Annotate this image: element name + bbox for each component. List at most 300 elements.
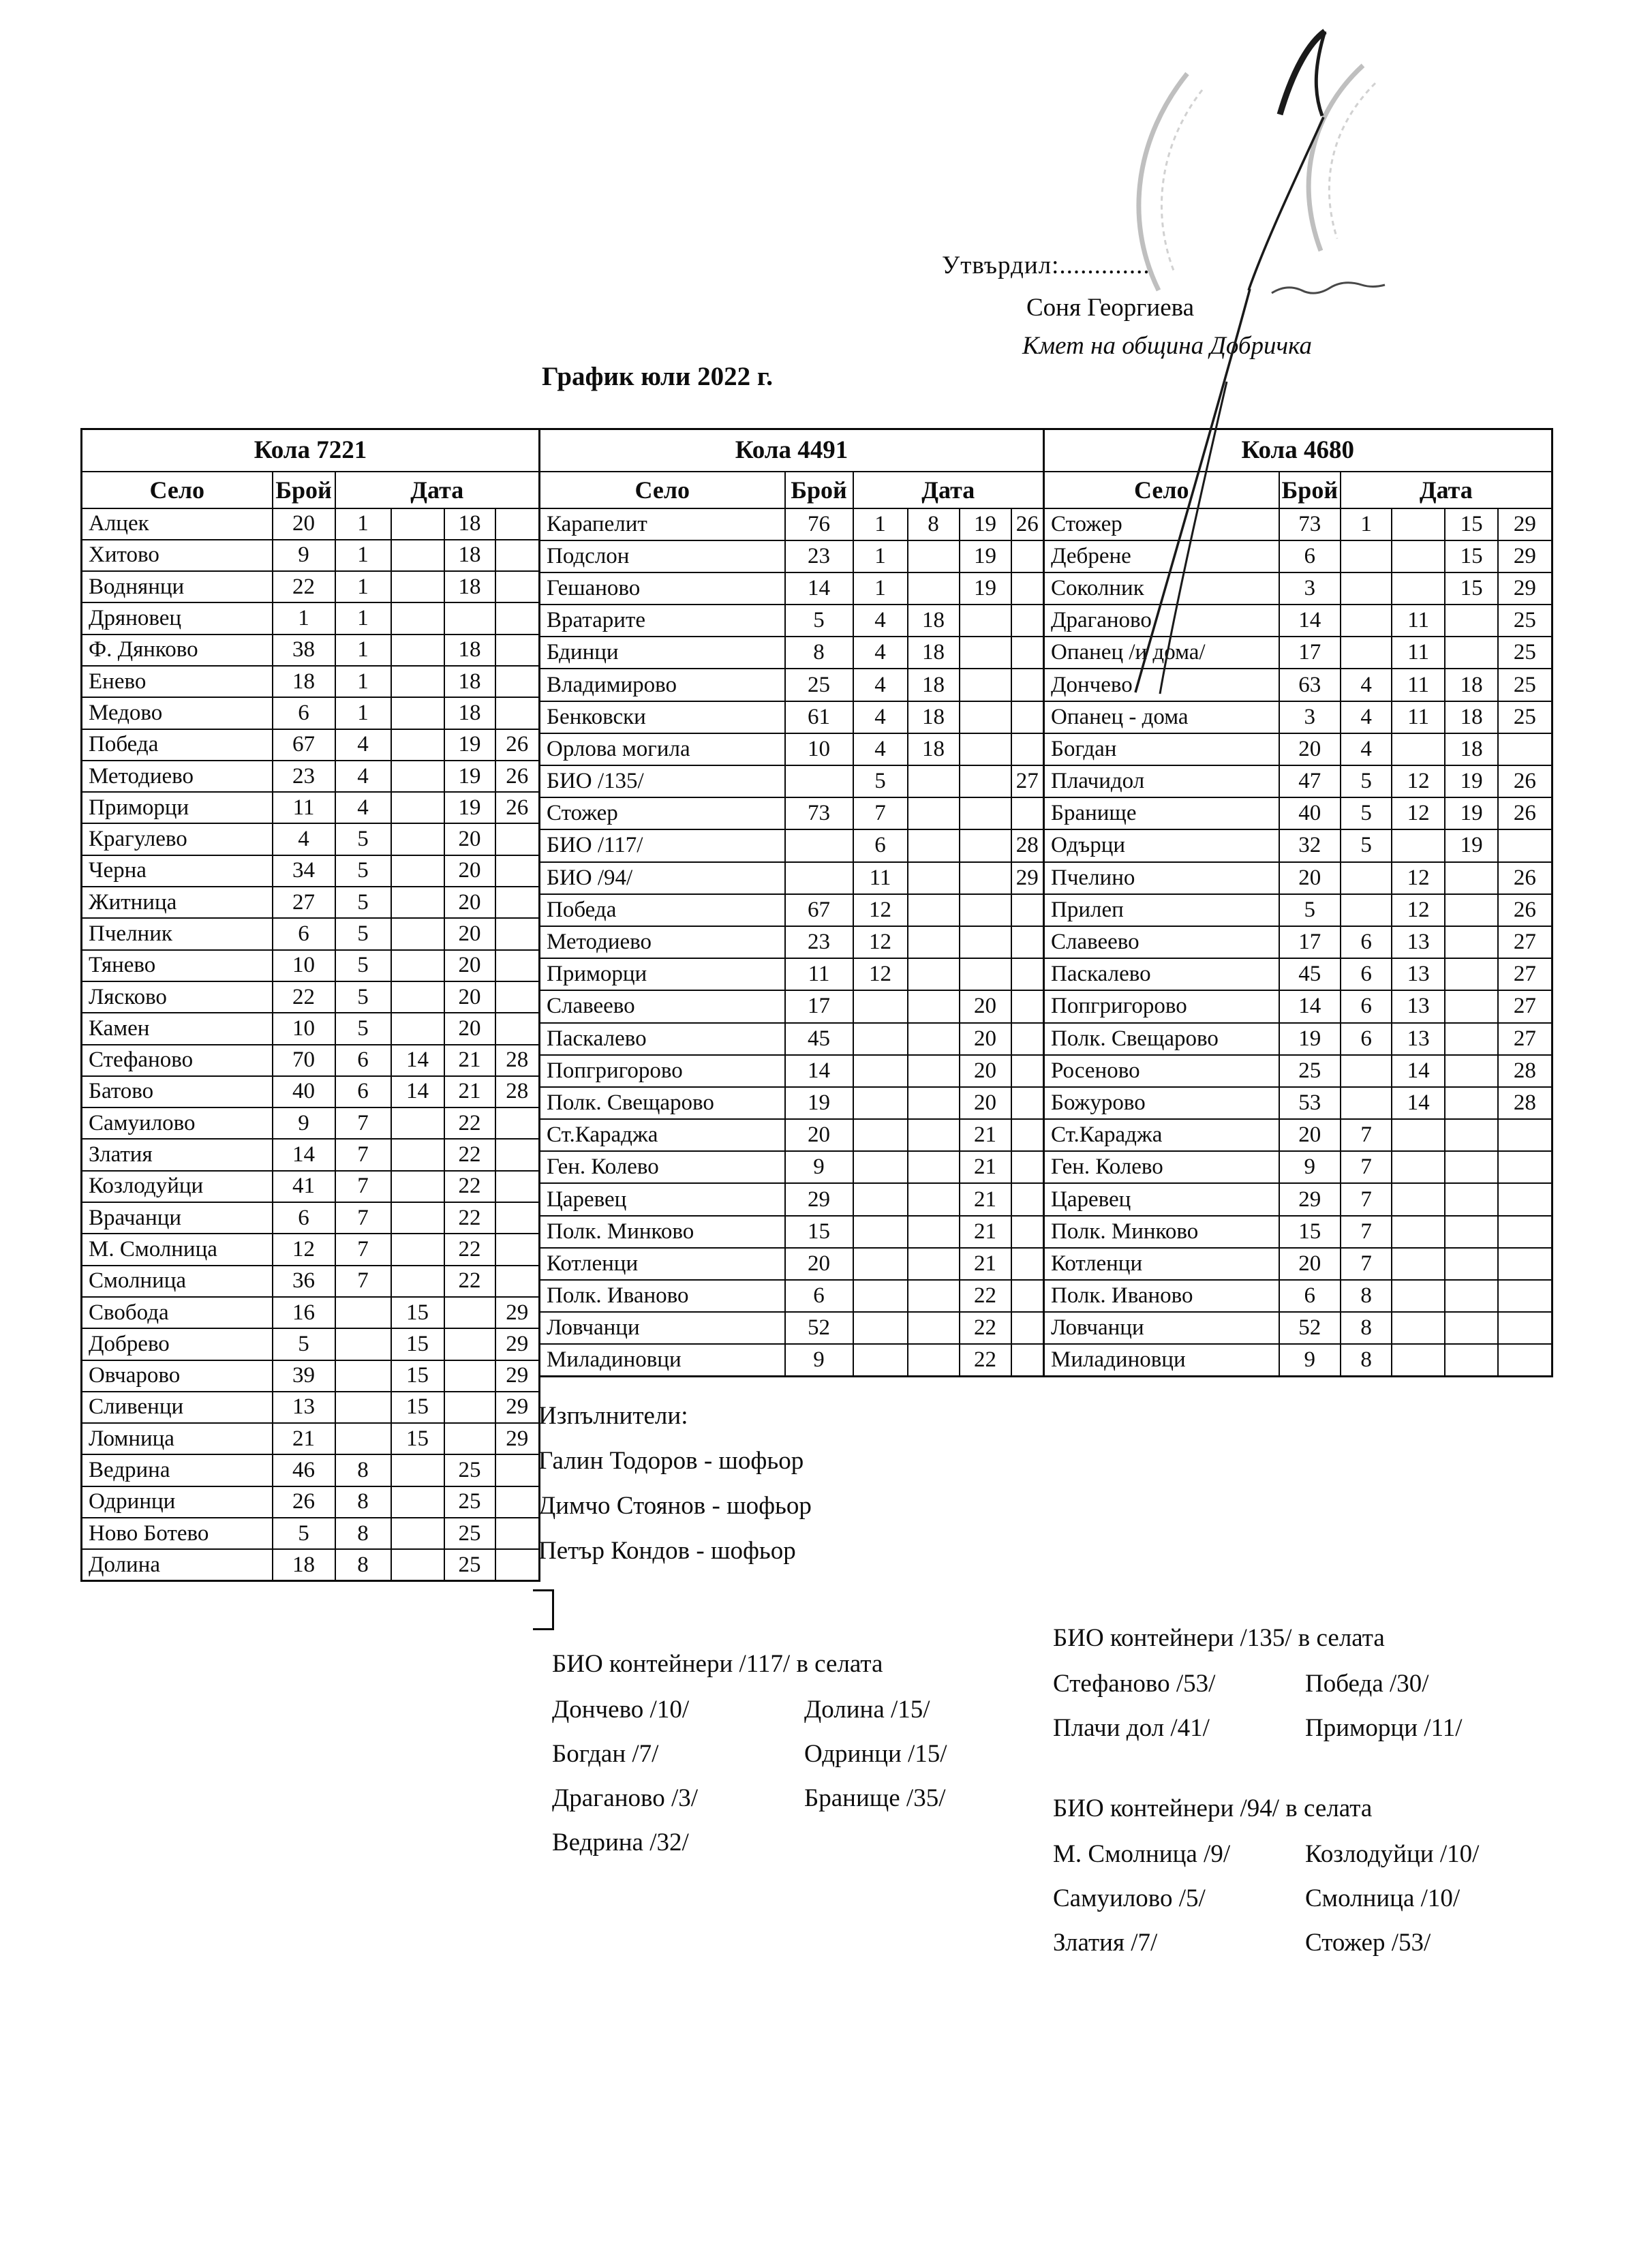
count-cell: 5 <box>785 605 853 637</box>
col-header-count: Брой <box>273 472 335 508</box>
count-cell: 3 <box>1279 701 1341 733</box>
date-cell <box>495 855 540 887</box>
date-cell <box>853 1055 908 1087</box>
col-header-date: Дата <box>853 472 1044 508</box>
date-cell <box>1498 1248 1552 1280</box>
date-cell: 7 <box>335 1234 391 1265</box>
table-row <box>1044 605 1552 637</box>
date-cell <box>391 1549 444 1580</box>
count-cell: 5 <box>273 1518 335 1549</box>
date-cell <box>853 1151 908 1183</box>
date-cell <box>495 1454 540 1486</box>
village-cell: Царевец <box>540 1183 785 1215</box>
date-cell: 11 <box>1392 669 1445 701</box>
bio-entry: Драганово /3/ <box>552 1784 699 1812</box>
bio-row <box>1053 1839 1557 1869</box>
table-row <box>82 887 540 918</box>
date-cell <box>908 1119 960 1151</box>
bio-entry: Стефаново /53/ <box>1053 1670 1216 1698</box>
date-cell <box>391 1139 444 1170</box>
date-cell: 5 <box>335 823 391 855</box>
count-cell: 52 <box>1279 1312 1341 1344</box>
table-row <box>540 765 1044 797</box>
village-cell: Котленци <box>1044 1248 1279 1280</box>
bio-section-title: БИО контейнери /135/ в селата <box>1053 1624 1385 1652</box>
date-cell <box>960 829 1011 861</box>
date-cell <box>853 1119 908 1151</box>
table-row <box>82 1328 540 1360</box>
count-cell: 20 <box>785 1248 853 1280</box>
table-row <box>540 1151 1044 1183</box>
date-cell: 21 <box>960 1119 1011 1151</box>
bio-row <box>552 1695 1056 1724</box>
date-cell: 18 <box>1445 701 1498 733</box>
table-row <box>1044 733 1552 765</box>
date-cell <box>495 540 540 571</box>
date-cell <box>1392 508 1445 540</box>
bio-row <box>552 1784 1056 1813</box>
village-cell: Златия <box>82 1139 273 1170</box>
village-cell: Карапелит <box>540 508 785 540</box>
village-cell: Методиево <box>82 761 273 792</box>
date-cell <box>391 729 444 761</box>
date-cell <box>1341 862 1392 894</box>
village-cell: Ломница <box>82 1423 273 1454</box>
table-row <box>82 635 540 666</box>
date-cell <box>1011 605 1044 637</box>
date-cell: 5 <box>1341 765 1392 797</box>
date-cell: 25 <box>1498 637 1552 669</box>
date-cell: 8 <box>335 1454 391 1486</box>
table-row <box>82 1518 540 1549</box>
date-cell <box>853 1216 908 1248</box>
table-row <box>540 637 1044 669</box>
date-cell <box>1498 1216 1552 1248</box>
bio-entry: Бранище /35/ <box>804 1784 946 1812</box>
date-cell: 4 <box>1341 701 1392 733</box>
count-cell: 40 <box>1279 797 1341 829</box>
count-cell: 20 <box>273 508 335 540</box>
date-cell: 22 <box>444 1234 495 1265</box>
date-cell <box>1392 540 1445 572</box>
count-cell: 14 <box>785 1055 853 1087</box>
date-cell <box>391 1518 444 1549</box>
date-cell: 26 <box>1498 797 1552 829</box>
village-cell: Бранище <box>1044 797 1279 829</box>
count-cell: 9 <box>785 1151 853 1183</box>
table-row <box>1044 508 1552 540</box>
table-row <box>540 797 1044 829</box>
village-cell: Добрево <box>82 1328 273 1360</box>
count-cell: 16 <box>273 1297 335 1328</box>
count-cell: 14 <box>1279 605 1341 637</box>
village-cell: Лясково <box>82 981 273 1013</box>
date-cell: 29 <box>495 1392 540 1423</box>
date-cell: 13 <box>1392 1023 1445 1055</box>
col-header-village: Село <box>540 472 785 508</box>
table-row <box>1044 572 1552 605</box>
date-cell <box>495 950 540 981</box>
date-cell: 6 <box>1341 1023 1392 1055</box>
table-row <box>540 1087 1044 1119</box>
village-cell: Самуилово <box>82 1107 273 1139</box>
bio-section-117 <box>552 1649 1056 1872</box>
village-cell: Черна <box>82 855 273 887</box>
schedule-table-kola-4680 <box>1043 428 1553 1377</box>
table-row <box>1044 990 1552 1022</box>
date-cell <box>908 990 960 1022</box>
village-cell: Владимирово <box>540 669 785 701</box>
table-row <box>540 1119 1044 1151</box>
date-cell: 20 <box>960 1023 1011 1055</box>
date-cell <box>1011 1087 1044 1119</box>
date-cell <box>391 697 444 729</box>
date-cell: 1 <box>853 508 908 540</box>
table-row <box>1044 1183 1552 1215</box>
date-cell <box>1341 1055 1392 1087</box>
date-cell <box>495 1013 540 1044</box>
date-cell <box>1392 1312 1445 1344</box>
date-cell: 1 <box>335 508 391 540</box>
date-cell <box>391 508 444 540</box>
date-cell <box>391 887 444 918</box>
table-row <box>82 1045 540 1076</box>
date-cell <box>1445 1151 1498 1183</box>
date-cell <box>391 571 444 602</box>
date-cell: 19 <box>444 761 495 792</box>
count-cell: 20 <box>1279 1119 1341 1151</box>
date-cell <box>1392 1248 1445 1280</box>
date-cell: 7 <box>853 797 908 829</box>
table-row <box>1044 862 1552 894</box>
table-row <box>1044 1151 1552 1183</box>
date-cell: 13 <box>1392 990 1445 1022</box>
date-cell: 27 <box>1498 926 1552 958</box>
date-cell: 15 <box>391 1392 444 1423</box>
date-cell: 7 <box>335 1139 391 1170</box>
village-cell: Ведрина <box>82 1454 273 1486</box>
date-cell <box>853 1280 908 1312</box>
count-cell: 19 <box>1279 1023 1341 1055</box>
date-cell: 1 <box>853 572 908 605</box>
count-cell: 11 <box>273 792 335 823</box>
date-cell: 14 <box>391 1076 444 1107</box>
date-cell: 18 <box>444 635 495 666</box>
col-header-village: Село <box>1044 472 1279 508</box>
date-cell <box>495 823 540 855</box>
stamp-arc-icon <box>1161 90 1202 274</box>
date-cell: 19 <box>960 572 1011 605</box>
date-cell: 13 <box>1392 926 1445 958</box>
table-row <box>82 1076 540 1107</box>
bio-entry: Приморци /11/ <box>1305 1714 1463 1742</box>
date-cell <box>1341 572 1392 605</box>
signature-stroke <box>1249 117 1324 290</box>
count-cell: 10 <box>273 950 335 981</box>
date-cell: 28 <box>1498 1055 1552 1087</box>
village-cell: Медово <box>82 697 273 729</box>
date-cell <box>1498 1280 1552 1312</box>
date-cell <box>908 829 960 861</box>
count-cell: 23 <box>273 761 335 792</box>
table-row <box>1044 765 1552 797</box>
count-cell: 73 <box>785 797 853 829</box>
date-cell: 18 <box>444 666 495 697</box>
date-cell <box>1445 1344 1498 1376</box>
table-row <box>82 1234 540 1265</box>
count-cell: 39 <box>273 1360 335 1392</box>
table-row <box>540 1312 1044 1344</box>
village-cell: Победа <box>540 894 785 926</box>
bio-row <box>552 1828 1056 1857</box>
date-cell: 8 <box>1341 1280 1392 1312</box>
village-cell: Котленци <box>540 1248 785 1280</box>
date-cell <box>1498 829 1552 861</box>
village-cell: Прилеп <box>1044 894 1279 926</box>
date-cell: 29 <box>1498 508 1552 540</box>
date-cell: 12 <box>1392 797 1445 829</box>
table-row <box>1044 1216 1552 1248</box>
date-cell <box>908 894 960 926</box>
date-cell: 11 <box>1392 701 1445 733</box>
date-cell: 6 <box>335 1076 391 1107</box>
village-cell: Ген. Колево <box>540 1151 785 1183</box>
village-cell: Опанец /и дома/ <box>1044 637 1279 669</box>
date-cell: 26 <box>495 729 540 761</box>
count-cell: 9 <box>1279 1344 1341 1376</box>
count-cell: 38 <box>273 635 335 666</box>
date-cell: 7 <box>1341 1119 1392 1151</box>
scan-artifact-box <box>533 1589 554 1630</box>
count-cell: 17 <box>785 990 853 1022</box>
count-cell: 6 <box>785 1280 853 1312</box>
date-cell <box>1011 894 1044 926</box>
date-cell <box>908 1055 960 1087</box>
count-cell: 36 <box>273 1266 335 1297</box>
date-cell: 12 <box>1392 765 1445 797</box>
table-row <box>82 1202 540 1234</box>
village-cell: Бенковски <box>540 701 785 733</box>
date-cell <box>1498 1151 1552 1183</box>
date-cell <box>1445 926 1498 958</box>
count-cell: 5 <box>1279 894 1341 926</box>
date-cell: 20 <box>444 950 495 981</box>
table-row <box>82 1171 540 1202</box>
date-cell: 14 <box>1392 1055 1445 1087</box>
date-cell <box>495 508 540 540</box>
date-cell: 1 <box>853 540 908 572</box>
date-cell <box>908 1151 960 1183</box>
date-cell: 4 <box>853 669 908 701</box>
count-cell: 9 <box>785 1344 853 1376</box>
date-cell: 4 <box>853 605 908 637</box>
table-row <box>82 1107 540 1139</box>
count-cell: 25 <box>785 669 853 701</box>
date-cell: 25 <box>1498 605 1552 637</box>
date-cell: 21 <box>960 1151 1011 1183</box>
village-cell: Батово <box>82 1076 273 1107</box>
date-cell <box>908 958 960 990</box>
table-row <box>82 823 540 855</box>
date-cell <box>335 1392 391 1423</box>
count-cell: 8 <box>785 637 853 669</box>
village-cell: Дебрене <box>1044 540 1279 572</box>
date-cell <box>391 602 444 634</box>
count-cell: 6 <box>273 1202 335 1234</box>
date-cell: 4 <box>1341 669 1392 701</box>
count-cell: 19 <box>785 1087 853 1119</box>
date-cell <box>1445 1023 1498 1055</box>
bio-row <box>1053 1928 1557 1957</box>
date-cell <box>495 697 540 729</box>
village-cell: Крагулево <box>82 823 273 855</box>
date-cell <box>1011 1151 1044 1183</box>
count-cell: 9 <box>1279 1151 1341 1183</box>
count-cell: 3 <box>1279 572 1341 605</box>
date-cell: 28 <box>495 1045 540 1076</box>
table-row <box>540 1023 1044 1055</box>
col-header-date: Дата <box>1341 472 1552 508</box>
date-cell <box>1341 605 1392 637</box>
date-cell <box>1392 1344 1445 1376</box>
table-row <box>540 829 1044 861</box>
date-cell: 26 <box>1498 765 1552 797</box>
col-header-village: Село <box>82 472 273 508</box>
count-cell: 25 <box>1279 1055 1341 1087</box>
table-row <box>540 1055 1044 1087</box>
village-cell: Бдинци <box>540 637 785 669</box>
date-cell <box>960 733 1011 765</box>
table-row <box>82 1297 540 1328</box>
page-title: График юли 2022 г. <box>542 362 773 391</box>
village-cell: Попгригорово <box>540 1055 785 1087</box>
village-cell: Паскалево <box>540 1023 785 1055</box>
date-cell <box>1445 990 1498 1022</box>
date-cell: 18 <box>908 733 960 765</box>
date-cell <box>444 602 495 634</box>
village-cell: Стожер <box>1044 508 1279 540</box>
date-cell: 28 <box>495 1076 540 1107</box>
bio-entry: Стожер /53/ <box>1305 1929 1431 1957</box>
bio-entry: Долина /15/ <box>804 1696 930 1724</box>
table-row <box>1044 1119 1552 1151</box>
date-cell <box>853 1248 908 1280</box>
count-cell: 21 <box>273 1423 335 1454</box>
count-cell <box>785 862 853 894</box>
date-cell <box>1011 1344 1044 1376</box>
executor-line: Петър Кондов - шофьор <box>538 1537 796 1565</box>
date-cell <box>1392 733 1445 765</box>
date-cell <box>1011 1248 1044 1280</box>
bio-entry: Богдан /7/ <box>552 1740 659 1768</box>
count-cell: 34 <box>273 855 335 887</box>
date-cell <box>495 1518 540 1549</box>
table-row <box>540 990 1044 1022</box>
count-cell: 76 <box>785 508 853 540</box>
bio-entry: Одринци /15/ <box>804 1740 947 1768</box>
count-cell: 20 <box>1279 862 1341 894</box>
car-title: Кола 4491 <box>540 429 1044 472</box>
date-cell <box>1011 1023 1044 1055</box>
date-cell <box>391 823 444 855</box>
count-cell: 70 <box>273 1045 335 1076</box>
date-cell <box>391 1234 444 1265</box>
village-cell: БИО /135/ <box>540 765 785 797</box>
date-cell: 8 <box>335 1518 391 1549</box>
date-cell: 6 <box>853 829 908 861</box>
table-row <box>82 1266 540 1297</box>
executors-section <box>538 1401 812 1581</box>
count-cell: 4 <box>273 823 335 855</box>
date-cell: 1 <box>335 571 391 602</box>
table-row <box>1044 1087 1552 1119</box>
date-cell: 6 <box>1341 926 1392 958</box>
date-cell: 5 <box>1341 797 1392 829</box>
date-cell: 14 <box>1392 1087 1445 1119</box>
count-cell <box>785 765 853 797</box>
table-row <box>540 733 1044 765</box>
bio-row <box>1053 1669 1557 1698</box>
table-row <box>1044 797 1552 829</box>
date-cell: 7 <box>1341 1183 1392 1215</box>
village-cell: Алцек <box>82 508 273 540</box>
date-cell: 6 <box>1341 958 1392 990</box>
table-row <box>1044 829 1552 861</box>
date-cell: 5 <box>335 855 391 887</box>
table-row <box>540 894 1044 926</box>
date-cell <box>495 887 540 918</box>
bio-section-94 <box>1053 1794 1557 1972</box>
date-cell: 25 <box>444 1549 495 1580</box>
date-cell: 7 <box>335 1266 391 1297</box>
approver-name: Соня Георгиева <box>1026 294 1195 322</box>
date-cell: 15 <box>391 1360 444 1392</box>
count-cell: 32 <box>1279 829 1341 861</box>
date-cell: 6 <box>1341 990 1392 1022</box>
village-cell: Вратарите <box>540 605 785 637</box>
bio-entry: Плачи дол /41/ <box>1053 1714 1210 1742</box>
count-cell: 17 <box>1279 637 1341 669</box>
date-cell <box>391 1171 444 1202</box>
count-cell: 20 <box>785 1119 853 1151</box>
date-cell: 22 <box>960 1344 1011 1376</box>
date-cell: 15 <box>1445 540 1498 572</box>
village-cell: Долина <box>82 1549 273 1580</box>
car-title: Кола 4680 <box>1044 429 1552 472</box>
date-cell <box>1445 605 1498 637</box>
village-cell: Стожер <box>540 797 785 829</box>
count-cell: 63 <box>1279 669 1341 701</box>
date-cell: 5 <box>1341 829 1392 861</box>
date-cell <box>391 1013 444 1044</box>
date-cell <box>1445 862 1498 894</box>
date-cell: 5 <box>335 1013 391 1044</box>
date-cell <box>1445 1183 1498 1215</box>
village-cell: Ф. Дянково <box>82 635 273 666</box>
village-cell: Полк. Иваново <box>1044 1280 1279 1312</box>
count-cell: 20 <box>1279 1248 1341 1280</box>
table-row <box>82 761 540 792</box>
date-cell: 20 <box>444 887 495 918</box>
count-cell: 14 <box>273 1139 335 1170</box>
date-cell <box>1011 1183 1044 1215</box>
village-cell: Одърци <box>1044 829 1279 861</box>
schedule-table-kola-7221 <box>80 428 540 1582</box>
date-cell: 15 <box>1445 572 1498 605</box>
village-cell: Смолница <box>82 1266 273 1297</box>
village-cell: Миладиновци <box>540 1344 785 1376</box>
date-cell: 21 <box>444 1076 495 1107</box>
